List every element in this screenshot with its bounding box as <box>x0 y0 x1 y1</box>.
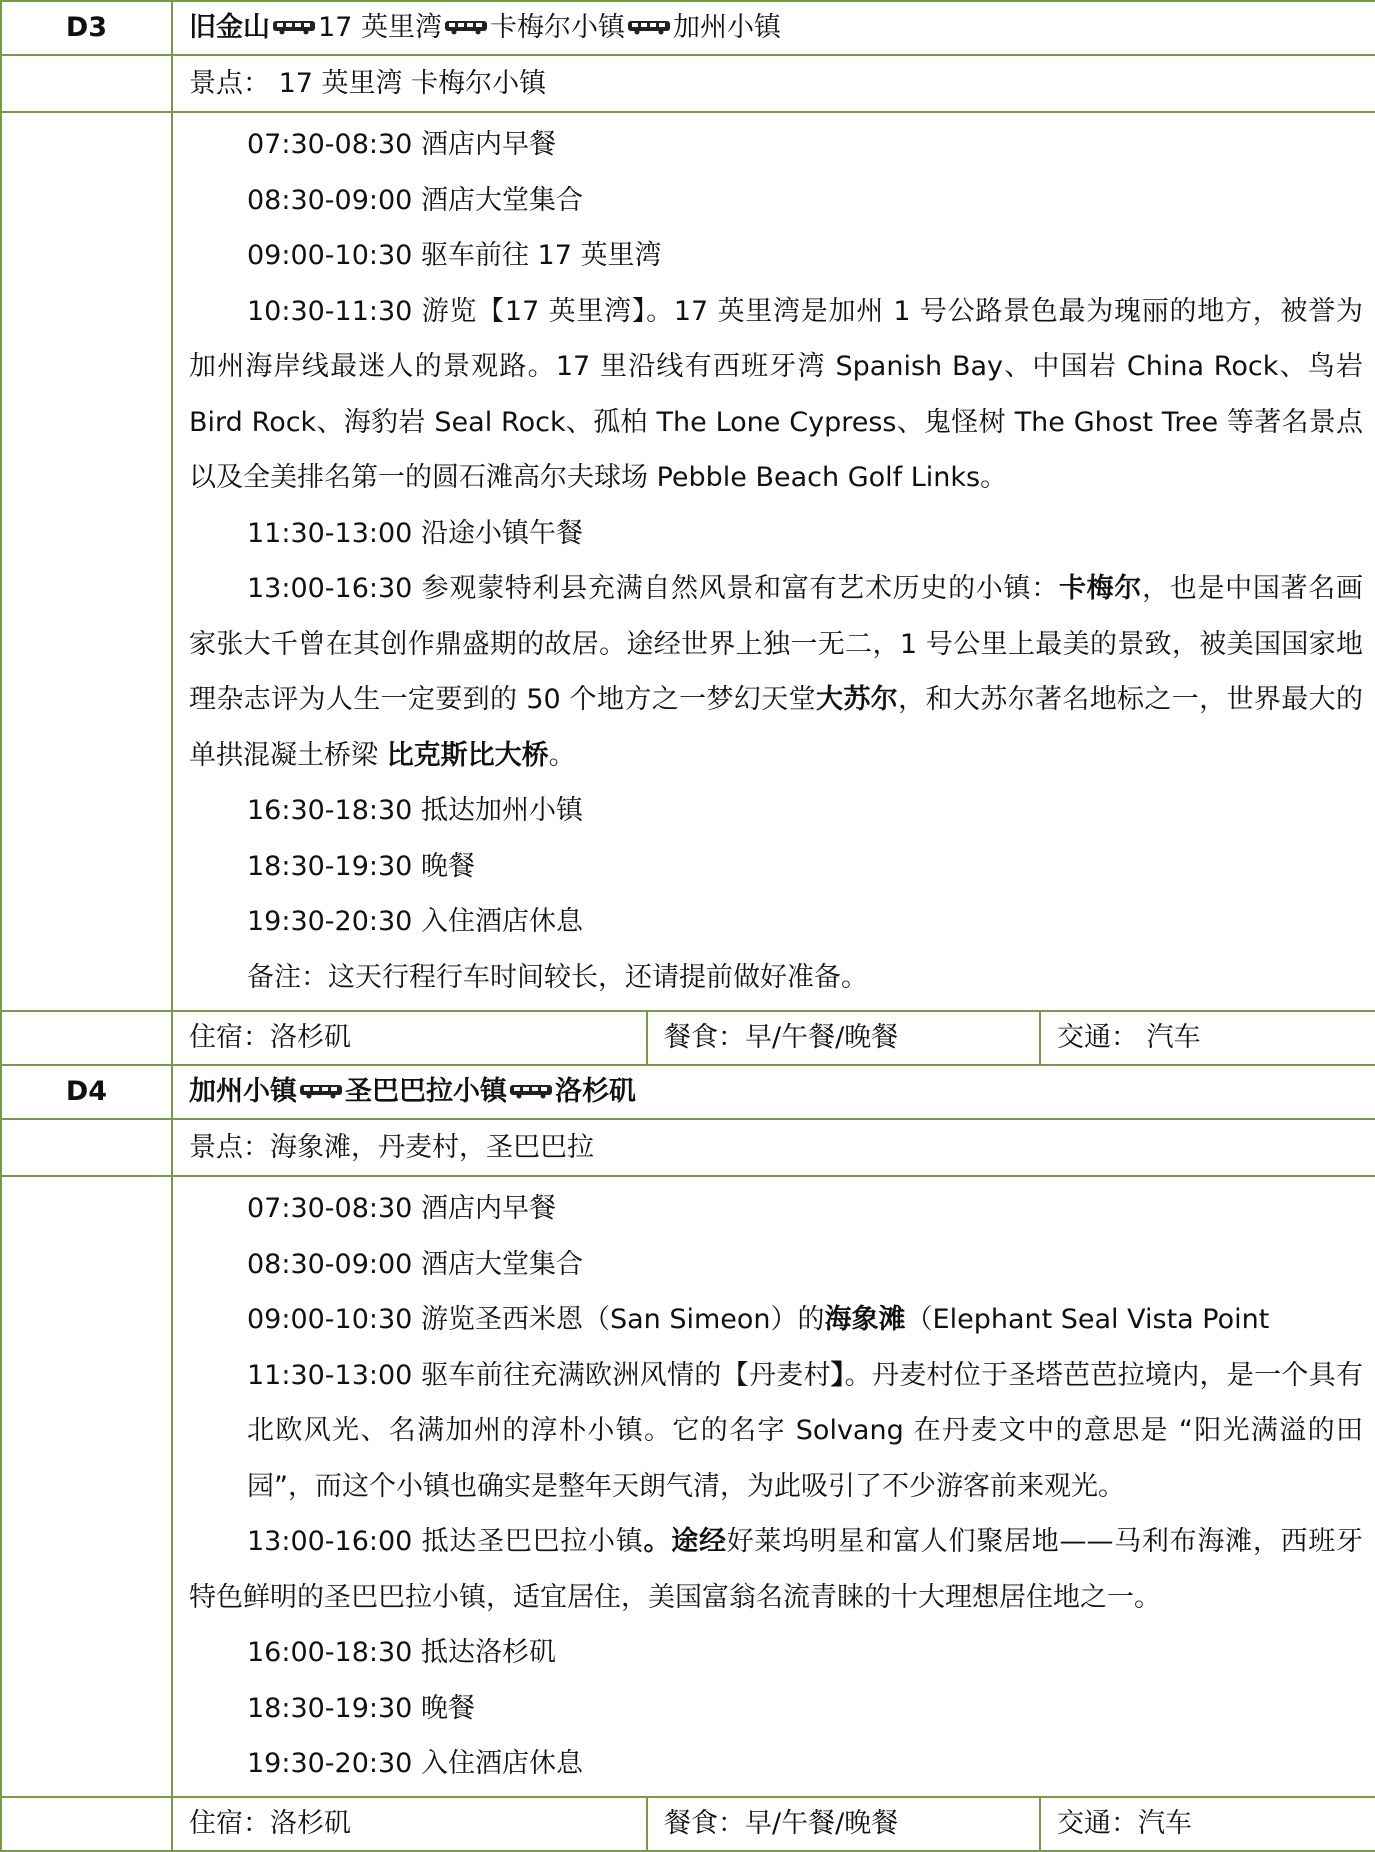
schedule-item: 19:30-20:30 入住酒店休息 <box>247 906 583 937</box>
meals: 餐食：早/午餐/晚餐 <box>647 1011 1040 1065</box>
day-detail <box>172 1176 1375 1797</box>
santa-barbara-paragraph: 13:00-16:00 抵达圣巴巴拉小镇。途经好莱坞明星和富人们聚居地——马利布海滩，西班牙特色鲜明的圣巴巴拉小镇，适宜居住，美国富翁名流青睐的十大理想居住地之一。 <box>189 1526 1364 1613</box>
title-part: 加州小镇 <box>189 1076 297 1107</box>
transport: 交通： 汽车 <box>1040 1011 1375 1065</box>
title-part: 17 英里湾 <box>318 12 442 43</box>
bus-icon <box>509 1083 553 1099</box>
solvang-paragraph: 11:30-13:00 驱车前往充满欧洲风情的【丹麦村】。丹麦村位于圣塔芭芭拉境内，是一个具有北欧风光、名满加州的淳朴小镇。它的名字 Solvang 在丹麦文中的意思是 “阳光满溢的田园”，而这个小镇也确实是整年天朗气清，为此吸引了不少游客前来观光。 <box>247 1359 1364 1502</box>
day-label: D3 <box>1 1 172 55</box>
title-part: 加州小镇 <box>672 12 781 43</box>
schedule-item: 18:30-19:30 晚餐 <box>247 1692 475 1724</box>
accommodation: 住宿：洛杉矶 <box>172 1011 647 1065</box>
day-label-empty <box>1 1176 172 1797</box>
schedule-item: 19:30-20:30 入住酒店休息 <box>247 1748 583 1779</box>
schedule-item: 08:30-09:00 酒店大堂集合 <box>247 184 583 216</box>
scenic-spots: 景点： 17 英里湾 卡梅尔小镇 <box>172 55 1375 112</box>
title-part: 卡梅尔小镇 <box>489 12 625 43</box>
day-header-row <box>1 1065 1375 1119</box>
day-label-empty <box>1 1797 172 1851</box>
elephant-seal-item: 09:00-10:30 游览圣西米恩（San Simeon）的海象滩（Elephant Seal Vista Point <box>247 1304 1270 1335</box>
day-label-empty <box>1 55 172 112</box>
footer-row <box>1 1011 1375 1065</box>
schedule-item: 16:00-18:30 抵达洛杉矶 <box>247 1637 556 1668</box>
day-title <box>172 1065 1375 1119</box>
bus-icon <box>272 19 316 35</box>
scenic-row <box>1 55 1375 112</box>
day-title <box>172 1 1375 55</box>
day-header-row <box>1 1 1375 55</box>
day-label-empty <box>1 1119 172 1176</box>
schedule-item: 09:00-10:30 驱车前往 17 英里湾 <box>247 240 662 271</box>
title-part: 洛杉矶 <box>555 1076 636 1107</box>
bus-icon <box>627 19 671 35</box>
bus-icon <box>444 19 488 35</box>
day-label: D4 <box>1 1065 172 1119</box>
detail-row <box>1 1176 1375 1797</box>
transport: 交通：汽车 <box>1040 1797 1375 1851</box>
day-label-empty <box>1 112 172 1011</box>
seventeen-mile-paragraph: 10:30-11:30 游览【17 英里湾】。17 英里湾是加州 1 号公路景色最为瑰丽的地方，被誉为加州海岸线最迷人的景观路。17 里沿线有西班牙湾 Spanish Bay、中国岩 China Rock、鸟岩 Bird Rock、海豹岩 Seal Rock、孤柏 The Lone Cypress、鬼怪树 The Ghost Tree 等著名景点以及全美排名第一的圆石滩高尔夫球场 Pebble Beach Golf Links。 <box>189 295 1364 493</box>
title-part: 圣巴巴拉小镇 <box>345 1076 507 1107</box>
scenic-spots: 景点：海象滩，丹麦村，圣巴巴拉 <box>172 1119 1375 1176</box>
schedule-item: 16:30-18:30 抵达加州小镇 <box>247 795 583 826</box>
schedule-item: 18:30-19:30 晚餐 <box>247 850 475 882</box>
carmel-paragraph: 13:00-16:30 参观蒙特利县充满自然风景和富有艺术历史的小镇：卡梅尔，也是中国著名画家张大千曾在其创作鼎盛期的故居。途经世界上独一无二，1 号公里上最美的景致，被美国国家地理杂志评为人生一定要到的 50 个地方之一梦幻天堂大苏尔，和大苏尔著名地标之一，世界最大的单拱混凝土桥梁 比克斯比大桥。 <box>189 573 1364 771</box>
schedule-item: 07:30-08:30 酒店内早餐 <box>247 1193 556 1224</box>
day-label-empty <box>1 1011 172 1065</box>
bus-icon <box>299 1083 343 1099</box>
footer-row <box>1 1797 1375 1851</box>
meals: 餐食：早/午餐/晚餐 <box>647 1797 1040 1851</box>
note: 备注：这天行程行车时间较长，还请提前做好准备。 <box>247 961 868 993</box>
schedule-item: 07:30-08:30 酒店内早餐 <box>247 129 556 160</box>
schedule-item: 11:30-13:00 沿途小镇午餐 <box>247 517 583 549</box>
schedule-item: 08:30-09:00 酒店大堂集合 <box>247 1248 583 1280</box>
title-part: 旧金山 <box>189 12 270 43</box>
scenic-row <box>1 1119 1375 1176</box>
detail-row <box>1 112 1375 1011</box>
day-detail <box>172 112 1375 1011</box>
accommodation: 住宿：洛杉矶 <box>172 1797 647 1851</box>
